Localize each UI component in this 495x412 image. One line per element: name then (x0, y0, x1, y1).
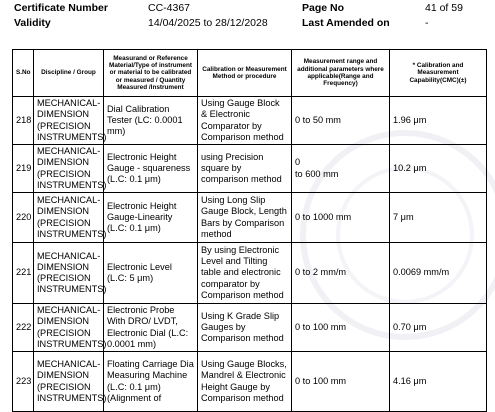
certificate-number-label: Certificate Number (14, 2, 108, 14)
row-discipline: MECHANICAL- DIMENSION (PRECISION INSTRUMENTS) (34, 304, 104, 352)
row-range: 0 to 600 mm (292, 145, 390, 193)
table-row (13, 304, 487, 352)
row-sno: 218 (13, 97, 34, 145)
column-header-method: Calibration or Measurement Method or procedure (198, 50, 292, 97)
row-instrument: Floating Carriage Dia Measuring Machine (L.C: 0.1 μm) (Alignment of (104, 352, 198, 412)
row-sno: 222 (13, 304, 34, 352)
row-range: 0 to 1000 mm (292, 193, 390, 243)
row-sno: 219 (13, 145, 34, 193)
scope-table (12, 49, 487, 412)
column-header-sno: S.No (13, 50, 34, 97)
row-cmc: 0.0069 mm/m (390, 243, 487, 304)
row-method: using Precision square by comparison method (198, 145, 292, 193)
row-instrument: Dial Calibration Tester (LC: 0.0001 mm) (104, 97, 198, 145)
row-method: Using Gauge Blocks, Mandrel & Electronic Height Gauge by Comparison method (198, 352, 292, 412)
certificate-number-value: CC-4367 (148, 2, 191, 14)
column-header-measurand: Measurand or Reference Material/Type of instrument or material to be calibrated or measured / Quantity Measured /Instrument (104, 50, 198, 97)
row-sno: 220 (13, 193, 34, 243)
table-row (13, 243, 487, 304)
row-sno: 221 (13, 243, 34, 304)
row-method: Using K Grade Slip Gauges by Comparison method (198, 304, 292, 352)
row-discipline: MECHANICAL- DIMENSION (PRECISION INSTRUMENTS) (34, 352, 104, 412)
row-range: 0 to 50 mm (292, 97, 390, 145)
row-discipline: MECHANICAL- DIMENSION (PRECISION INSTRUMENTS) (34, 145, 104, 193)
row-instrument: Electronic Probe With DRO/ LVDT, Electronic Dial (L.C: 0.0001 mm) (104, 304, 198, 352)
page-number-value: 41 of 59 (425, 2, 463, 14)
row-cmc: 1.96 μm (390, 97, 487, 145)
row-sno: 223 (13, 352, 34, 412)
last-amended-label: Last Amended on (302, 17, 390, 29)
table-row (13, 97, 487, 145)
row-method: By using Electronic Level and Tilting table and electronic comparator by Comparison method (198, 243, 292, 304)
column-header-discipline: Discipline / Group (34, 50, 104, 97)
row-method: Using Long Slip Gauge Block, Length Bars by Comparison method (198, 193, 292, 243)
validity-label: Validity (14, 17, 51, 29)
row-discipline: MECHANICAL- DIMENSION (PRECISION INSTRUMENTS) (34, 97, 104, 145)
row-range: 0 to 2 mm/m (292, 243, 390, 304)
row-cmc: 10.2 μm (390, 145, 487, 193)
row-cmc: 7 μm (390, 193, 487, 243)
row-instrument: Electronic Height Gauge-Linearity (L.C: 0.1 μm) (104, 193, 198, 243)
row-method: Using Gauge Block & Electronic Comparator by Comparison method (198, 97, 292, 145)
row-instrument: Electronic Height Gauge - squareness (L.C: 0.1 μm) (104, 145, 198, 193)
last-amended-value: - (425, 17, 429, 29)
column-header-range: Measurement range and additional parameters where applicable(Range and Frequency) (292, 50, 390, 97)
table-row (13, 145, 487, 193)
row-instrument: Electronic Level (L.C: 5 μm) (104, 243, 198, 304)
validity-value: 14/04/2025 to 28/12/2028 (148, 17, 268, 29)
row-range: 0 to 100 mm (292, 352, 390, 412)
row-cmc: 0.70 μm (390, 304, 487, 352)
row-discipline: MECHANICAL- DIMENSION (PRECISION INSTRUMENTS) (34, 243, 104, 304)
row-cmc: 4.16 μm (390, 352, 487, 412)
row-discipline: MECHANICAL- DIMENSION (PRECISION INSTRUMENTS) (34, 193, 104, 243)
row-range: 0 to 100 mm (292, 304, 390, 352)
table-header-row (13, 50, 487, 97)
table-row (13, 352, 487, 412)
table-row (13, 193, 487, 243)
column-header-cmc: * Calibration and Measurement Capability(CMC)(±) (390, 50, 487, 97)
page-number-label: Page No (302, 2, 345, 14)
